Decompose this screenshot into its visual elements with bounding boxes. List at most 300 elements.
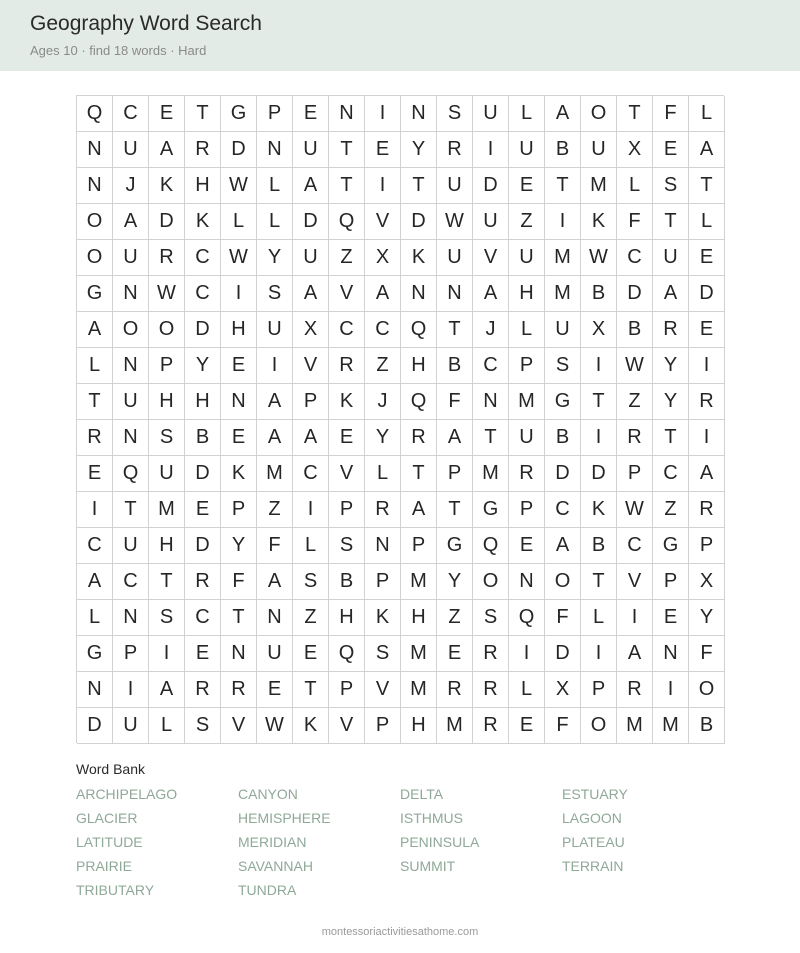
grid-cell[interactable]: R <box>185 132 221 168</box>
grid-cell[interactable]: L <box>77 348 113 384</box>
grid-cell[interactable]: P <box>509 348 545 384</box>
grid-cell[interactable]: S <box>149 420 185 456</box>
grid-cell[interactable]: V <box>329 456 365 492</box>
grid-cell[interactable]: Y <box>221 528 257 564</box>
grid-cell[interactable]: Y <box>437 564 473 600</box>
grid-cell[interactable]: C <box>653 456 689 492</box>
grid-cell[interactable]: N <box>113 420 149 456</box>
grid-cell[interactable]: Z <box>365 348 401 384</box>
grid-cell[interactable]: I <box>473 132 509 168</box>
grid-cell[interactable]: N <box>113 348 149 384</box>
grid-cell[interactable]: B <box>545 132 581 168</box>
grid-cell[interactable]: D <box>545 456 581 492</box>
grid-cell[interactable]: E <box>689 312 725 348</box>
grid-cell[interactable]: F <box>221 564 257 600</box>
grid-cell[interactable]: T <box>617 96 653 132</box>
grid-cell[interactable]: D <box>617 276 653 312</box>
grid-cell[interactable]: O <box>545 564 581 600</box>
grid-cell[interactable]: M <box>149 492 185 528</box>
grid-cell[interactable]: L <box>257 204 293 240</box>
grid-cell[interactable]: W <box>581 240 617 276</box>
grid-cell[interactable]: V <box>329 708 365 744</box>
grid-cell[interactable]: O <box>473 564 509 600</box>
grid-cell[interactable]: R <box>437 132 473 168</box>
grid-cell[interactable]: I <box>113 672 149 708</box>
grid-cell[interactable]: I <box>689 420 725 456</box>
grid-cell[interactable]: D <box>293 204 329 240</box>
grid-cell[interactable]: J <box>113 168 149 204</box>
grid-cell[interactable]: V <box>473 240 509 276</box>
grid-cell[interactable]: I <box>149 636 185 672</box>
grid-cell[interactable]: U <box>113 708 149 744</box>
grid-cell[interactable]: B <box>581 528 617 564</box>
grid-cell[interactable]: H <box>401 348 437 384</box>
grid-cell[interactable]: W <box>221 168 257 204</box>
grid-cell[interactable]: X <box>617 132 653 168</box>
grid-cell[interactable]: A <box>77 312 113 348</box>
grid-cell[interactable]: B <box>437 348 473 384</box>
grid-cell[interactable]: K <box>185 204 221 240</box>
grid-cell[interactable]: S <box>185 708 221 744</box>
grid-cell[interactable]: R <box>689 384 725 420</box>
grid-cell[interactable]: P <box>581 672 617 708</box>
grid-cell[interactable]: B <box>185 420 221 456</box>
grid-cell[interactable]: A <box>293 168 329 204</box>
grid-cell[interactable]: E <box>509 168 545 204</box>
grid-cell[interactable]: Y <box>257 240 293 276</box>
grid-cell[interactable]: W <box>221 240 257 276</box>
grid-cell[interactable]: A <box>617 636 653 672</box>
grid-cell[interactable]: Q <box>509 600 545 636</box>
grid-cell[interactable]: T <box>185 96 221 132</box>
grid-cell[interactable]: A <box>77 564 113 600</box>
grid-cell[interactable]: N <box>221 384 257 420</box>
grid-cell[interactable]: O <box>113 312 149 348</box>
grid-cell[interactable]: T <box>401 456 437 492</box>
grid-cell[interactable]: A <box>689 456 725 492</box>
grid-cell[interactable]: A <box>149 672 185 708</box>
grid-cell[interactable]: R <box>473 636 509 672</box>
grid-cell[interactable]: N <box>257 132 293 168</box>
grid-cell[interactable]: F <box>653 96 689 132</box>
grid-cell[interactable]: N <box>77 672 113 708</box>
grid-cell[interactable]: N <box>653 636 689 672</box>
grid-cell[interactable]: L <box>365 456 401 492</box>
grid-cell[interactable]: V <box>293 348 329 384</box>
grid-cell[interactable]: C <box>545 492 581 528</box>
grid-cell[interactable]: R <box>185 672 221 708</box>
grid-cell[interactable]: F <box>257 528 293 564</box>
grid-cell[interactable]: R <box>617 420 653 456</box>
grid-cell[interactable]: K <box>581 204 617 240</box>
grid-cell[interactable]: S <box>329 528 365 564</box>
grid-cell[interactable]: U <box>653 240 689 276</box>
grid-cell[interactable]: M <box>617 708 653 744</box>
grid-cell[interactable]: C <box>365 312 401 348</box>
grid-cell[interactable]: A <box>473 276 509 312</box>
grid-cell[interactable]: U <box>293 132 329 168</box>
grid-cell[interactable]: L <box>257 168 293 204</box>
grid-cell[interactable]: C <box>77 528 113 564</box>
grid-cell[interactable]: A <box>293 420 329 456</box>
grid-cell[interactable]: P <box>293 384 329 420</box>
grid-cell[interactable]: R <box>149 240 185 276</box>
grid-cell[interactable]: R <box>401 420 437 456</box>
grid-cell[interactable]: C <box>113 96 149 132</box>
grid-cell[interactable]: Y <box>689 600 725 636</box>
grid-cell[interactable]: P <box>509 492 545 528</box>
grid-cell[interactable]: M <box>581 168 617 204</box>
grid-cell[interactable]: X <box>545 672 581 708</box>
grid-cell[interactable]: U <box>509 240 545 276</box>
grid-cell[interactable]: E <box>221 420 257 456</box>
grid-cell[interactable]: Y <box>401 132 437 168</box>
grid-cell[interactable]: T <box>77 384 113 420</box>
grid-cell[interactable]: M <box>437 708 473 744</box>
grid-cell[interactable]: E <box>293 96 329 132</box>
grid-cell[interactable]: H <box>401 600 437 636</box>
grid-cell[interactable]: C <box>329 312 365 348</box>
grid-cell[interactable]: H <box>329 600 365 636</box>
grid-cell[interactable]: Q <box>329 204 365 240</box>
grid-cell[interactable]: G <box>545 384 581 420</box>
grid-cell[interactable]: W <box>617 348 653 384</box>
grid-cell[interactable]: B <box>329 564 365 600</box>
grid-cell[interactable]: T <box>293 672 329 708</box>
grid-cell[interactable]: N <box>401 96 437 132</box>
grid-cell[interactable]: I <box>77 492 113 528</box>
grid-cell[interactable]: T <box>221 600 257 636</box>
grid-cell[interactable]: T <box>437 492 473 528</box>
grid-cell[interactable]: Y <box>653 348 689 384</box>
grid-cell[interactable]: L <box>581 600 617 636</box>
grid-cell[interactable]: N <box>329 96 365 132</box>
grid-cell[interactable]: V <box>365 204 401 240</box>
grid-cell[interactable]: E <box>437 636 473 672</box>
grid-cell[interactable]: H <box>185 384 221 420</box>
grid-cell[interactable]: T <box>581 564 617 600</box>
grid-cell[interactable]: M <box>509 384 545 420</box>
grid-cell[interactable]: P <box>437 456 473 492</box>
grid-cell[interactable]: U <box>437 168 473 204</box>
grid-cell[interactable]: L <box>221 204 257 240</box>
grid-cell[interactable]: P <box>365 708 401 744</box>
grid-cell[interactable]: G <box>437 528 473 564</box>
grid-cell[interactable]: H <box>401 708 437 744</box>
grid-cell[interactable]: E <box>689 240 725 276</box>
grid-cell[interactable]: Z <box>653 492 689 528</box>
grid-cell[interactable]: Q <box>401 384 437 420</box>
grid-cell[interactable]: Y <box>653 384 689 420</box>
grid-cell[interactable]: S <box>437 96 473 132</box>
grid-cell[interactable]: A <box>257 564 293 600</box>
grid-cell[interactable]: L <box>149 708 185 744</box>
grid-cell[interactable]: P <box>221 492 257 528</box>
grid-cell[interactable]: E <box>509 708 545 744</box>
grid-cell[interactable]: R <box>437 672 473 708</box>
grid-cell[interactable]: L <box>293 528 329 564</box>
grid-cell[interactable]: U <box>581 132 617 168</box>
grid-cell[interactable]: K <box>149 168 185 204</box>
grid-cell[interactable]: P <box>113 636 149 672</box>
grid-cell[interactable]: R <box>653 312 689 348</box>
grid-cell[interactable]: U <box>473 204 509 240</box>
grid-cell[interactable]: U <box>545 312 581 348</box>
grid-cell[interactable]: R <box>365 492 401 528</box>
grid-cell[interactable]: E <box>77 456 113 492</box>
grid-cell[interactable]: A <box>257 420 293 456</box>
grid-cell[interactable]: D <box>581 456 617 492</box>
grid-cell[interactable]: L <box>509 312 545 348</box>
grid-cell[interactable]: K <box>401 240 437 276</box>
grid-cell[interactable]: T <box>113 492 149 528</box>
grid-cell[interactable]: D <box>185 456 221 492</box>
grid-cell[interactable]: W <box>257 708 293 744</box>
grid-cell[interactable]: G <box>473 492 509 528</box>
grid-cell[interactable]: X <box>689 564 725 600</box>
grid-cell[interactable]: T <box>473 420 509 456</box>
grid-cell[interactable]: S <box>653 168 689 204</box>
grid-cell[interactable]: V <box>329 276 365 312</box>
grid-cell[interactable]: D <box>401 204 437 240</box>
grid-cell[interactable]: K <box>293 708 329 744</box>
grid-cell[interactable]: C <box>113 564 149 600</box>
grid-cell[interactable]: F <box>545 708 581 744</box>
grid-cell[interactable]: L <box>689 96 725 132</box>
grid-cell[interactable]: R <box>509 456 545 492</box>
grid-cell[interactable]: O <box>149 312 185 348</box>
grid-cell[interactable]: E <box>653 132 689 168</box>
grid-cell[interactable]: M <box>401 672 437 708</box>
grid-cell[interactable]: P <box>365 564 401 600</box>
grid-cell[interactable]: T <box>329 168 365 204</box>
grid-cell[interactable]: F <box>437 384 473 420</box>
grid-cell[interactable]: M <box>545 240 581 276</box>
grid-cell[interactable]: P <box>329 672 365 708</box>
grid-cell[interactable]: N <box>77 132 113 168</box>
grid-cell[interactable]: E <box>185 492 221 528</box>
grid-cell[interactable]: I <box>653 672 689 708</box>
grid-cell[interactable]: K <box>329 384 365 420</box>
grid-cell[interactable]: G <box>653 528 689 564</box>
grid-cell[interactable]: I <box>257 348 293 384</box>
grid-cell[interactable]: T <box>401 168 437 204</box>
grid-cell[interactable]: B <box>545 420 581 456</box>
grid-cell[interactable]: A <box>653 276 689 312</box>
grid-cell[interactable]: A <box>365 276 401 312</box>
grid-cell[interactable]: S <box>149 600 185 636</box>
grid-cell[interactable]: K <box>365 600 401 636</box>
grid-cell[interactable]: O <box>77 240 113 276</box>
grid-cell[interactable]: B <box>689 708 725 744</box>
grid-cell[interactable]: G <box>77 636 113 672</box>
grid-cell[interactable]: N <box>77 168 113 204</box>
grid-cell[interactable]: R <box>329 348 365 384</box>
grid-cell[interactable]: E <box>329 420 365 456</box>
grid-cell[interactable]: I <box>689 348 725 384</box>
grid-cell[interactable]: F <box>689 636 725 672</box>
grid-cell[interactable]: E <box>149 96 185 132</box>
grid-cell[interactable]: Z <box>329 240 365 276</box>
grid-cell[interactable]: D <box>689 276 725 312</box>
grid-cell[interactable]: Z <box>509 204 545 240</box>
grid-cell[interactable]: A <box>293 276 329 312</box>
grid-cell[interactable]: Z <box>293 600 329 636</box>
grid-cell[interactable]: U <box>437 240 473 276</box>
grid-cell[interactable]: N <box>437 276 473 312</box>
grid-cell[interactable]: D <box>473 168 509 204</box>
grid-cell[interactable]: P <box>401 528 437 564</box>
grid-cell[interactable]: A <box>149 132 185 168</box>
grid-cell[interactable]: U <box>257 636 293 672</box>
grid-cell[interactable]: X <box>293 312 329 348</box>
grid-cell[interactable]: Q <box>329 636 365 672</box>
grid-cell[interactable]: I <box>617 600 653 636</box>
grid-cell[interactable]: M <box>257 456 293 492</box>
grid-cell[interactable]: D <box>77 708 113 744</box>
grid-cell[interactable]: P <box>689 528 725 564</box>
grid-cell[interactable]: T <box>329 132 365 168</box>
grid-cell[interactable]: P <box>329 492 365 528</box>
grid-cell[interactable]: M <box>401 636 437 672</box>
grid-cell[interactable]: T <box>653 204 689 240</box>
grid-cell[interactable]: P <box>257 96 293 132</box>
grid-cell[interactable]: V <box>221 708 257 744</box>
grid-cell[interactable]: M <box>401 564 437 600</box>
grid-cell[interactable]: U <box>257 312 293 348</box>
grid-cell[interactable]: Z <box>257 492 293 528</box>
grid-cell[interactable]: I <box>293 492 329 528</box>
grid-cell[interactable]: D <box>185 528 221 564</box>
grid-cell[interactable]: C <box>185 240 221 276</box>
grid-cell[interactable]: W <box>617 492 653 528</box>
grid-cell[interactable]: D <box>545 636 581 672</box>
grid-cell[interactable]: B <box>581 276 617 312</box>
grid-cell[interactable]: H <box>509 276 545 312</box>
grid-cell[interactable]: A <box>689 132 725 168</box>
grid-cell[interactable]: K <box>221 456 257 492</box>
grid-cell[interactable]: P <box>149 348 185 384</box>
grid-cell[interactable]: U <box>113 528 149 564</box>
grid-cell[interactable]: S <box>365 636 401 672</box>
grid-cell[interactable]: I <box>545 204 581 240</box>
grid-cell[interactable]: Q <box>113 456 149 492</box>
grid-cell[interactable]: I <box>509 636 545 672</box>
grid-cell[interactable]: N <box>401 276 437 312</box>
grid-cell[interactable]: F <box>545 600 581 636</box>
grid-cell[interactable]: N <box>473 384 509 420</box>
grid-cell[interactable]: C <box>473 348 509 384</box>
grid-cell[interactable]: L <box>77 600 113 636</box>
grid-cell[interactable]: O <box>77 204 113 240</box>
grid-cell[interactable]: R <box>617 672 653 708</box>
grid-cell[interactable]: A <box>257 384 293 420</box>
grid-cell[interactable]: R <box>689 492 725 528</box>
grid-cell[interactable]: Q <box>401 312 437 348</box>
grid-cell[interactable]: X <box>365 240 401 276</box>
grid-cell[interactable]: I <box>581 420 617 456</box>
grid-cell[interactable]: N <box>257 600 293 636</box>
grid-cell[interactable]: R <box>77 420 113 456</box>
grid-cell[interactable]: E <box>185 636 221 672</box>
grid-cell[interactable]: E <box>293 636 329 672</box>
grid-cell[interactable]: J <box>365 384 401 420</box>
grid-cell[interactable]: A <box>401 492 437 528</box>
grid-cell[interactable]: C <box>617 240 653 276</box>
grid-cell[interactable]: C <box>617 528 653 564</box>
grid-cell[interactable]: S <box>545 348 581 384</box>
grid-cell[interactable]: D <box>221 132 257 168</box>
grid-cell[interactable]: G <box>77 276 113 312</box>
grid-cell[interactable]: Y <box>185 348 221 384</box>
grid-cell[interactable]: W <box>437 204 473 240</box>
grid-cell[interactable]: N <box>509 564 545 600</box>
grid-cell[interactable]: C <box>185 276 221 312</box>
grid-cell[interactable]: P <box>653 564 689 600</box>
grid-cell[interactable]: U <box>473 96 509 132</box>
grid-cell[interactable]: A <box>437 420 473 456</box>
grid-cell[interactable]: R <box>221 672 257 708</box>
grid-cell[interactable]: U <box>509 132 545 168</box>
grid-cell[interactable]: W <box>149 276 185 312</box>
grid-cell[interactable]: V <box>365 672 401 708</box>
grid-cell[interactable]: S <box>473 600 509 636</box>
grid-cell[interactable]: R <box>185 564 221 600</box>
grid-cell[interactable]: E <box>653 600 689 636</box>
grid-cell[interactable]: O <box>689 672 725 708</box>
grid-cell[interactable]: U <box>113 240 149 276</box>
grid-cell[interactable]: A <box>545 528 581 564</box>
grid-cell[interactable]: P <box>617 456 653 492</box>
grid-cell[interactable]: M <box>473 456 509 492</box>
grid-cell[interactable]: E <box>365 132 401 168</box>
grid-cell[interactable]: U <box>509 420 545 456</box>
grid-cell[interactable]: Y <box>365 420 401 456</box>
grid-cell[interactable]: A <box>545 96 581 132</box>
grid-cell[interactable]: L <box>617 168 653 204</box>
grid-cell[interactable]: Z <box>437 600 473 636</box>
grid-cell[interactable]: T <box>581 384 617 420</box>
grid-cell[interactable]: R <box>473 672 509 708</box>
grid-cell[interactable]: U <box>113 132 149 168</box>
grid-cell[interactable]: I <box>221 276 257 312</box>
grid-cell[interactable]: Z <box>617 384 653 420</box>
grid-cell[interactable]: D <box>185 312 221 348</box>
grid-cell[interactable]: C <box>185 600 221 636</box>
grid-cell[interactable]: B <box>617 312 653 348</box>
grid-cell[interactable]: J <box>473 312 509 348</box>
grid-cell[interactable]: H <box>221 312 257 348</box>
grid-cell[interactable]: T <box>149 564 185 600</box>
grid-cell[interactable]: T <box>545 168 581 204</box>
grid-cell[interactable]: S <box>257 276 293 312</box>
grid-cell[interactable]: Q <box>473 528 509 564</box>
grid-cell[interactable]: L <box>689 204 725 240</box>
grid-cell[interactable]: X <box>581 312 617 348</box>
grid-cell[interactable]: N <box>221 636 257 672</box>
grid-cell[interactable]: K <box>581 492 617 528</box>
grid-cell[interactable]: H <box>185 168 221 204</box>
grid-cell[interactable]: H <box>149 384 185 420</box>
grid-cell[interactable]: L <box>509 96 545 132</box>
grid-cell[interactable]: N <box>113 600 149 636</box>
grid-cell[interactable]: M <box>545 276 581 312</box>
grid-cell[interactable]: I <box>581 636 617 672</box>
grid-cell[interactable]: E <box>221 348 257 384</box>
grid-cell[interactable]: O <box>581 708 617 744</box>
grid-cell[interactable]: I <box>581 348 617 384</box>
grid-cell[interactable]: T <box>653 420 689 456</box>
